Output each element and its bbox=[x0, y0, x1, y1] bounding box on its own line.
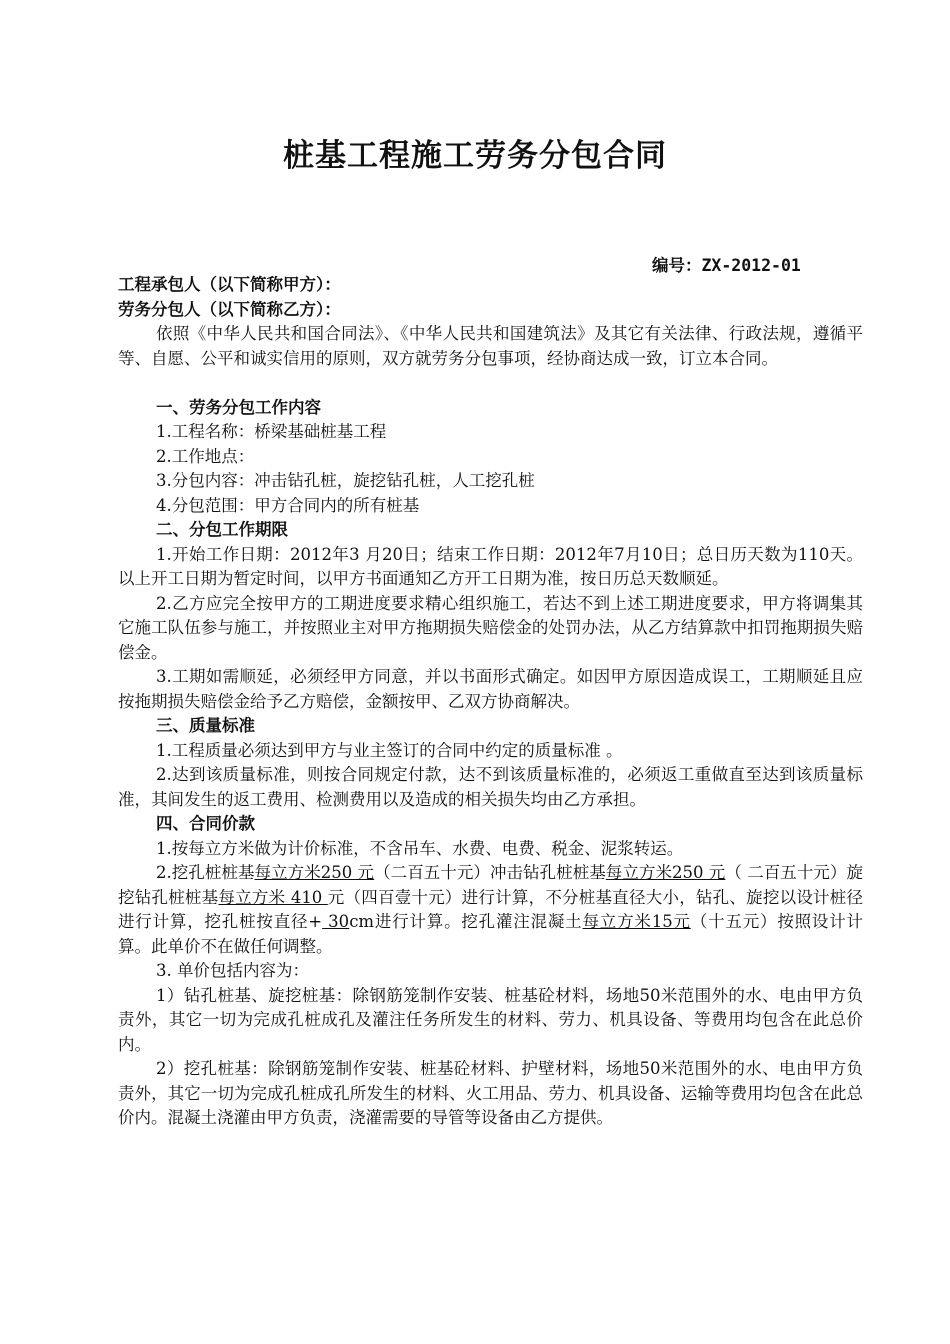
section-4-heading: 四、合同价款 bbox=[156, 814, 255, 833]
document-number: 编号：ZX-2012-01 bbox=[652, 256, 801, 275]
price-underlined: 每立方米15元 bbox=[582, 912, 691, 931]
section-2-heading: 二、分包工作期限 bbox=[156, 520, 288, 539]
s4-paragraph-2 bbox=[118, 861, 863, 959]
price-text: （ 二百五十元）旋挖钻孔桩桩基 bbox=[118, 863, 863, 907]
s3-paragraph-2: 2.达到该质量标准，则按合同规定付款，达不到该质量标准的，必须返工重做直至达到该质量标准，其间发生的返工费用、检测费用以及造成的相关损失均由乙方承担。 bbox=[118, 765, 863, 809]
s1-item-scope-range: 4.分包范围：甲方合同内的所有桩基 bbox=[156, 495, 420, 515]
s1-item-work-location: 2.工作地点： bbox=[156, 446, 255, 466]
s2-paragraph-1: 1.开始工作日期：2012年3 月20日；结束工作日期：2012年7月10日；总日历天数为110天。以上开工日期为暂定时间，以甲方书面通知乙方开工日期为准，按日历总天数顺延。 bbox=[118, 544, 863, 588]
s2-paragraph-2: 2.乙方应完全按甲方的工期进度要求精心组织施工，若达不到上述工期进度要求，甲方将调集其它施工队伍参与施工，并按照业主对甲方拖期损失赔偿金的处罚办法，从乙方结算款中扣罚拖期损失赔偿金。 bbox=[118, 593, 863, 662]
price-text: （十五元）按照设计计算。此单价不在做任何调整。 bbox=[118, 912, 864, 956]
price-text: （二百五十元）冲击钻孔桩桩基 bbox=[374, 863, 606, 882]
price-text: 2.挖孔桩桩基 bbox=[156, 863, 255, 882]
s3-paragraph-1: 1.工程质量必须达到甲方与业主签订的合同中约定的质量标准 。 bbox=[156, 740, 623, 760]
preamble-paragraph: 依照《中华人民共和国合同法》、《中华人民共和国建筑法》及其它有关法律、行政法规，遵循平等、自愿、公平和诚实信用的原则，双方就劳务分包事项，经协商达成一致，订立本合同。 bbox=[118, 324, 863, 368]
party-b-line: 劳务分包人（以下简称乙方）： bbox=[118, 299, 341, 319]
section-1-heading: 一、劳务分包工作内容 bbox=[156, 397, 321, 417]
s1-item-scope-content: 3.分包内容：冲击钻孔桩，旋挖钻孔桩，人工挖孔桩 bbox=[156, 471, 535, 490]
s4-paragraph-5: 2）挖孔桩基：除钢筋笼制作安装、桩基砼材料、护壁材料，场地50米范围外的水、电由甲方负责外，其它一切为完成孔桩成孔所发生的材料、火工用品、劳力、机具设备、运输等费用均包含在此总价内。混凝土浇灌由甲方负责，浇灌需要的导管等设备由乙方提供。 bbox=[118, 1059, 863, 1127]
party-a-line: 工程承包人（以下简称甲方）： bbox=[118, 275, 341, 294]
price-underlined: 30 bbox=[322, 912, 350, 931]
spacer bbox=[118, 371, 863, 396]
price-text: 元（四百壹十元）进行计算，不分桩基直径大小，钻孔、旋挖以设计桩径进行计算，挖孔桩按直径+ bbox=[118, 887, 864, 931]
price-text: cm进行计算。挖孔灌注混凝土 bbox=[349, 912, 583, 931]
price-underlined: 每立方米 410 bbox=[218, 887, 328, 907]
s4-paragraph-3: 3. 单价包括内容为： bbox=[156, 961, 309, 980]
contract-body bbox=[118, 273, 863, 1131]
s4-paragraph-4: 1）钻孔桩基、旋挖桩基：除钢筋笼制作安装、桩基砼材料，场地50米范围外的水、电由甲方负责外，其它一切为完成孔桩成孔及灌注任务所发生的材料、劳力、机具设备、等费用均包含在此总价内。 bbox=[118, 985, 863, 1054]
section-3-heading: 三、质量标准 bbox=[156, 716, 255, 735]
contract-title: 桩基工程施工劳务分包合同 bbox=[283, 138, 667, 174]
price-underlined: 每立方米250 元 bbox=[605, 863, 726, 882]
price-underlined: 每立方米250 元 bbox=[254, 863, 375, 882]
s1-item-project-name: 1.工程名称：桥梁基础桩基工程 bbox=[156, 422, 387, 441]
s4-paragraph-1: 1.按每立方米做为计价标准，不含吊车、水费、电费、税金、泥浆转运。 bbox=[156, 838, 684, 858]
s2-paragraph-3: 3.工期如需顺延，必须经甲方同意，并以书面形式确定。如因甲方原因造成误工，工期顺延且应按拖期损失赔偿金给予乙方赔偿，金额按甲、乙双方协商解决。 bbox=[118, 667, 863, 711]
